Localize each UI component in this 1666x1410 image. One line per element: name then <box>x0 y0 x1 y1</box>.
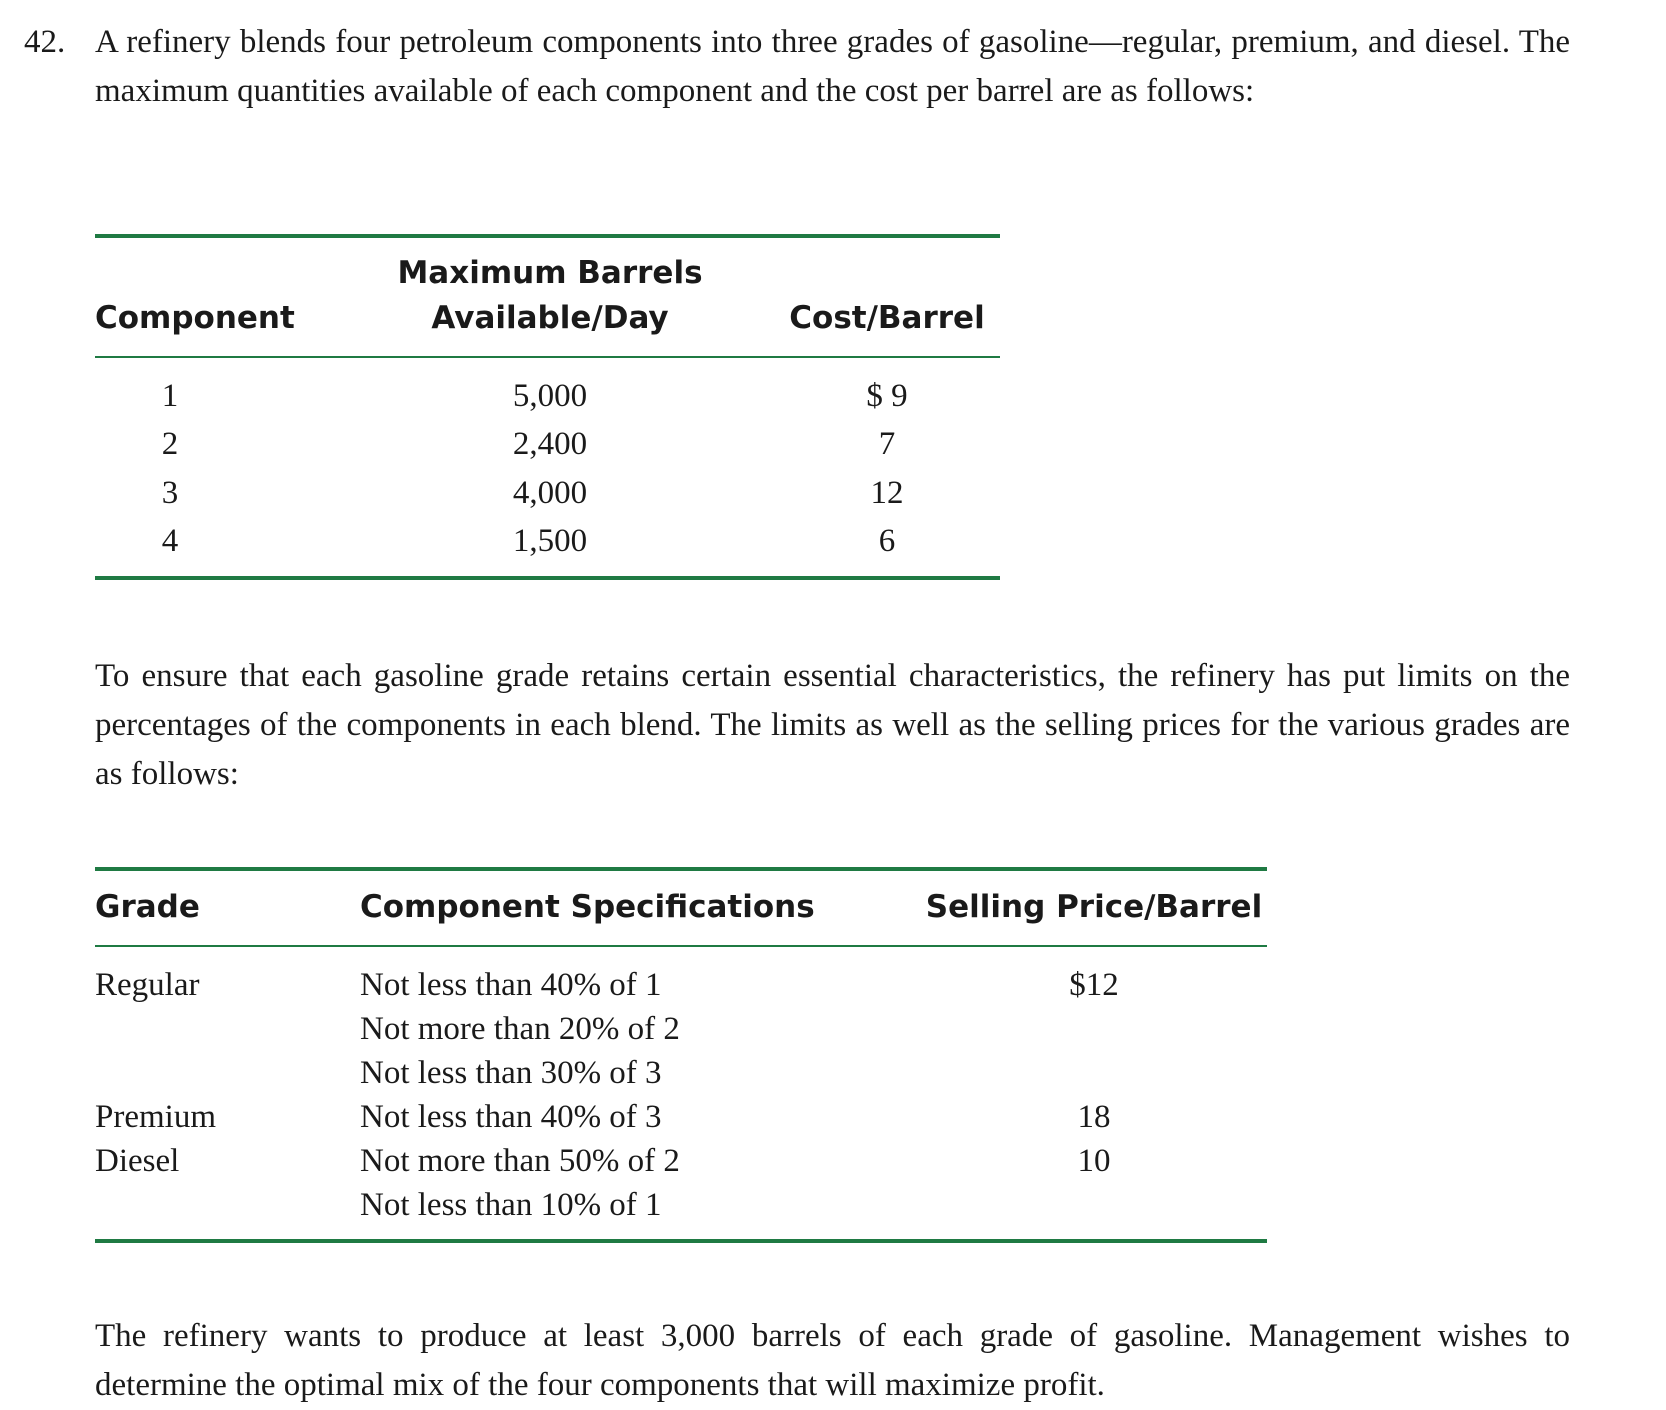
table2-spec-cell: Not less than 10% of 1 <box>360 1187 662 1223</box>
table2-header-price: Selling Price/Barrel <box>925 889 1263 925</box>
table1-header-max-line2: Available/Day <box>431 300 669 336</box>
table2-top-rule <box>95 867 1267 871</box>
problem-intro-paragraph: A refinery blends four petroleum components into three grades of gasoline—regular, premium, and diesel. The maximum quantities available of each component and the cost per barrel are as follows: <box>95 24 1570 109</box>
table1-max-cell: 1,500 <box>512 523 588 559</box>
table1-header-rule <box>95 356 1000 358</box>
table1-bottom-rule <box>95 576 1000 580</box>
limits-paragraph: To ensure that each gasoline grade retains certain essential characteristics, the refinery has put limits on the percentages of the components in each blend. The limits as well as the selling prices for the various grades are as follows: <box>95 658 1570 792</box>
table2-spec-cell: Not less than 40% of 1 <box>360 967 662 1003</box>
table1-max-cell: 5,000 <box>512 378 588 414</box>
table2-spec-cell: Not more than 20% of 2 <box>360 1011 680 1047</box>
table2-spec-cell: Not less than 40% of 3 <box>360 1099 662 1135</box>
table1-max-cell: 4,000 <box>512 475 588 511</box>
table1-top-rule <box>95 234 1000 238</box>
table2-header-rule <box>95 945 1267 947</box>
table1-cost-cell: 7 <box>878 426 896 462</box>
problem-number: 42. <box>24 24 66 60</box>
table2-spec-cell: Not more than 50% of 2 <box>360 1143 680 1179</box>
table1-component-cell: 1 <box>161 378 179 414</box>
table1-cost-cell: 6 <box>878 523 896 559</box>
table2-grade-cell: Diesel <box>95 1143 180 1179</box>
table2-grade-cell: Regular <box>95 967 200 1003</box>
table1-cost-cell: $ 9 <box>866 378 908 414</box>
table1-cost-cell: 12 <box>870 475 904 511</box>
table1-component-cell: 4 <box>161 523 179 559</box>
table2-bottom-rule <box>95 1239 1267 1243</box>
table1-header-cost: Cost/Barrel <box>789 300 985 336</box>
table1-header-component: Component <box>95 300 295 336</box>
table2-header-spec: Component Specifications <box>360 889 815 925</box>
table2-price-cell: 18 <box>1077 1099 1111 1135</box>
table2-spec-cell: Not less than 30% of 3 <box>360 1055 662 1091</box>
table2-header-grade: Grade <box>95 889 200 925</box>
table1-max-cell: 2,400 <box>512 426 588 462</box>
table1-header-max-line1: Maximum Barrels <box>397 255 703 291</box>
table2-price-cell: 10 <box>1077 1143 1111 1179</box>
table1-component-cell: 2 <box>161 426 179 462</box>
table2-grade-cell: Premium <box>95 1099 216 1135</box>
table2-price-cell: $12 <box>1069 967 1119 1003</box>
closing-paragraph: The refinery wants to produce at least 3,000 barrels of each grade of gasoline. Management wishes to determine the optimal mix of the four components that will maximize profit. <box>95 1318 1570 1403</box>
table1-component-cell: 3 <box>161 475 179 511</box>
